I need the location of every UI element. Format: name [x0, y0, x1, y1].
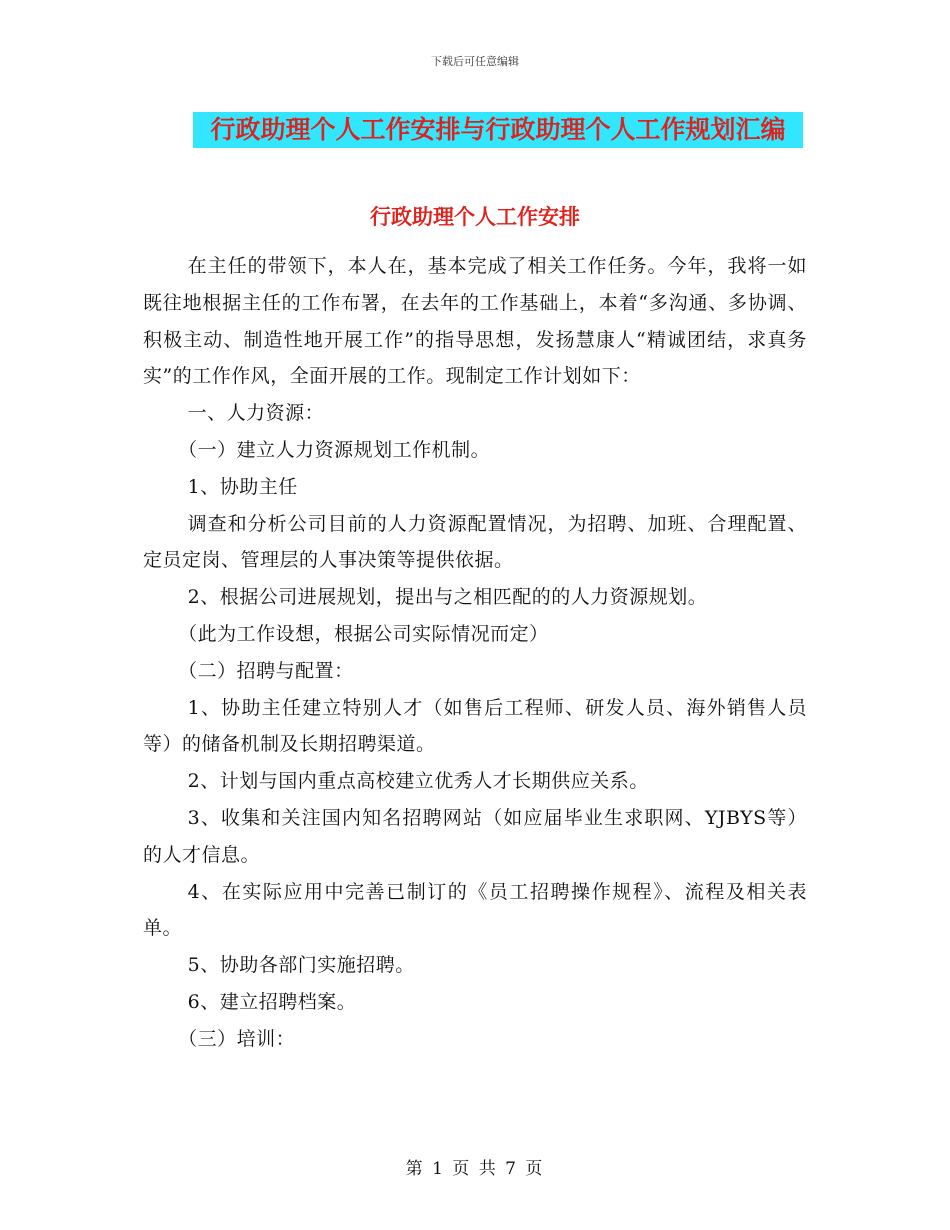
subsection-heading-recruitment: （二）招聘与配置：: [178, 659, 354, 682]
list-item: 5、协助各部门实施招聘。: [187, 954, 415, 977]
list-item: 1、协助主任建立特别人才（如售后工程师、研发人员、海外销售人员等）的储备机制及长期招聘渠道。: [143, 696, 807, 756]
paragraph-analysis: 调查和分析公司目前的人力资源配置情况，为招聘、加班、合理配置、定员定岗、管理层的人事决策等提供依据。: [143, 512, 807, 572]
list-item: 1、协助主任: [187, 475, 298, 498]
list-item: 2、计划与国内重点高校建立优秀人才长期供应关系。: [187, 770, 649, 793]
page-number-footer: 第 1 页 共 7 页: [405, 1159, 545, 1179]
subsection-heading-training: （三）培训：: [178, 1027, 296, 1050]
header-note: 下载后可任意编辑: [431, 55, 519, 68]
list-item: 3、收集和关注国内知名招聘网站（如应届毕业生求职网、YJBYS等）的人才信息。: [143, 806, 807, 866]
list-item: 2、根据公司进展规划，提出与之相匹配的的人力资源规划。: [187, 586, 708, 609]
list-item: 6、建立招聘档案。: [187, 990, 357, 1013]
main-title-highlight: [193, 112, 803, 148]
main-title: 行政助理个人工作安排与行政助理个人工作规划汇编: [210, 115, 786, 144]
paragraph-note: （此为工作设想，根据公司实际情况而定）: [178, 622, 549, 645]
paragraph-intro: 在主任的带领下，本人在，基本完成了相关工作任务。今年，我将一如既往地根据主任的工作布署，在去年的工作基础上，本着“多沟通、多协调、积极主动、制造性地开展工作”的指导思想，发扬慧康人“精诚团结，求真务实”的工作作风，全面开展的工作。现制定工作计划如下：: [143, 255, 807, 388]
list-item: 4、在实际应用中完善已制订的《员工招聘操作规程》、流程及相关表单。: [143, 880, 807, 940]
document-body: [143, 248, 807, 1058]
section-heading-hr: 一、人力资源：: [187, 402, 325, 425]
sub-title: 行政助理个人工作安排: [370, 204, 580, 229]
subsection-heading-planning: （一）建立人力资源规划工作机制。: [178, 438, 491, 461]
